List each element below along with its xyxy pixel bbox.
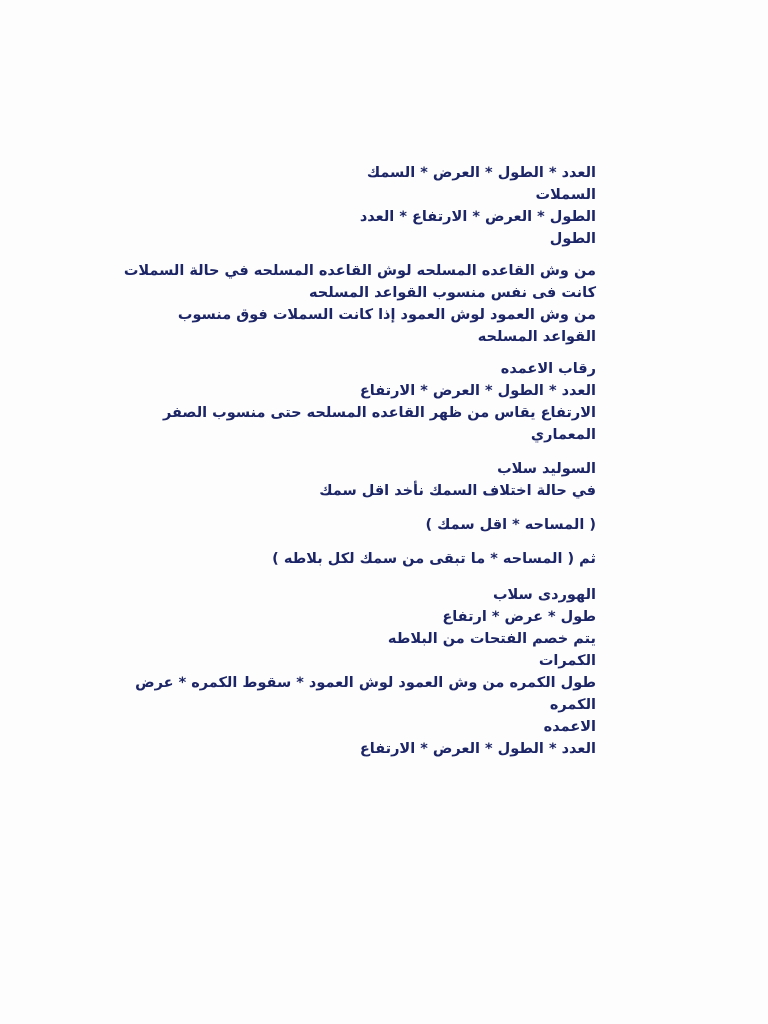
- text-line: القواعد المسلحه: [477, 329, 596, 345]
- text-line: من وش العمود لوش العمود إذا كانت السملات فوق منسوب: [177, 307, 596, 323]
- text-line: الاعمده: [543, 719, 596, 735]
- text-line: ثم ( المساحه * ما تبقى من سمك لكل بلاطه ): [272, 551, 596, 567]
- text-line: الهوردى سلاب: [492, 587, 596, 603]
- text-line: ( المساحه * اقل سمك ): [425, 517, 596, 533]
- text-line: كانت فى نفس منسوب القواعد المسلحه: [308, 285, 596, 301]
- text-line: طول * عرض * ارتفاع: [442, 609, 596, 625]
- text-line: يتم خصم الفتحات من البلاطه: [387, 631, 596, 647]
- text-line: السوليد سلاب: [497, 461, 596, 477]
- text-line: الطول * العرض * الارتفاع * العدد: [359, 209, 596, 225]
- text-line: طول الكمره من وش العمود لوش العمود * سقوط الكمره * عرض: [135, 675, 596, 691]
- text-line: في حالة اختلاف السمك نأخد اقل سمك: [319, 483, 596, 499]
- text-line: الكمرات: [538, 653, 596, 669]
- text-line: المعماري: [530, 427, 596, 443]
- text-line: العدد * الطول * العرض * السمك: [366, 165, 596, 181]
- text-line: السملات: [535, 187, 596, 203]
- text-line: الارتفاع يقاس من ظهر القاعده المسلحه حتى منسوب الصفر: [162, 405, 596, 421]
- text-line: الطول: [549, 231, 596, 247]
- text-line: رقاب الاعمده: [500, 361, 596, 377]
- text-line: العدد * الطول * العرض * الارتفاع: [359, 383, 596, 399]
- text-line: من وش القاعده المسلحه لوش القاعده المسلحه في حالة السملات: [123, 263, 596, 279]
- text-line: العدد * الطول * العرض * الارتفاع: [359, 741, 596, 757]
- text-line: الكمره: [549, 697, 596, 713]
- document-text: [123, 162, 596, 760]
